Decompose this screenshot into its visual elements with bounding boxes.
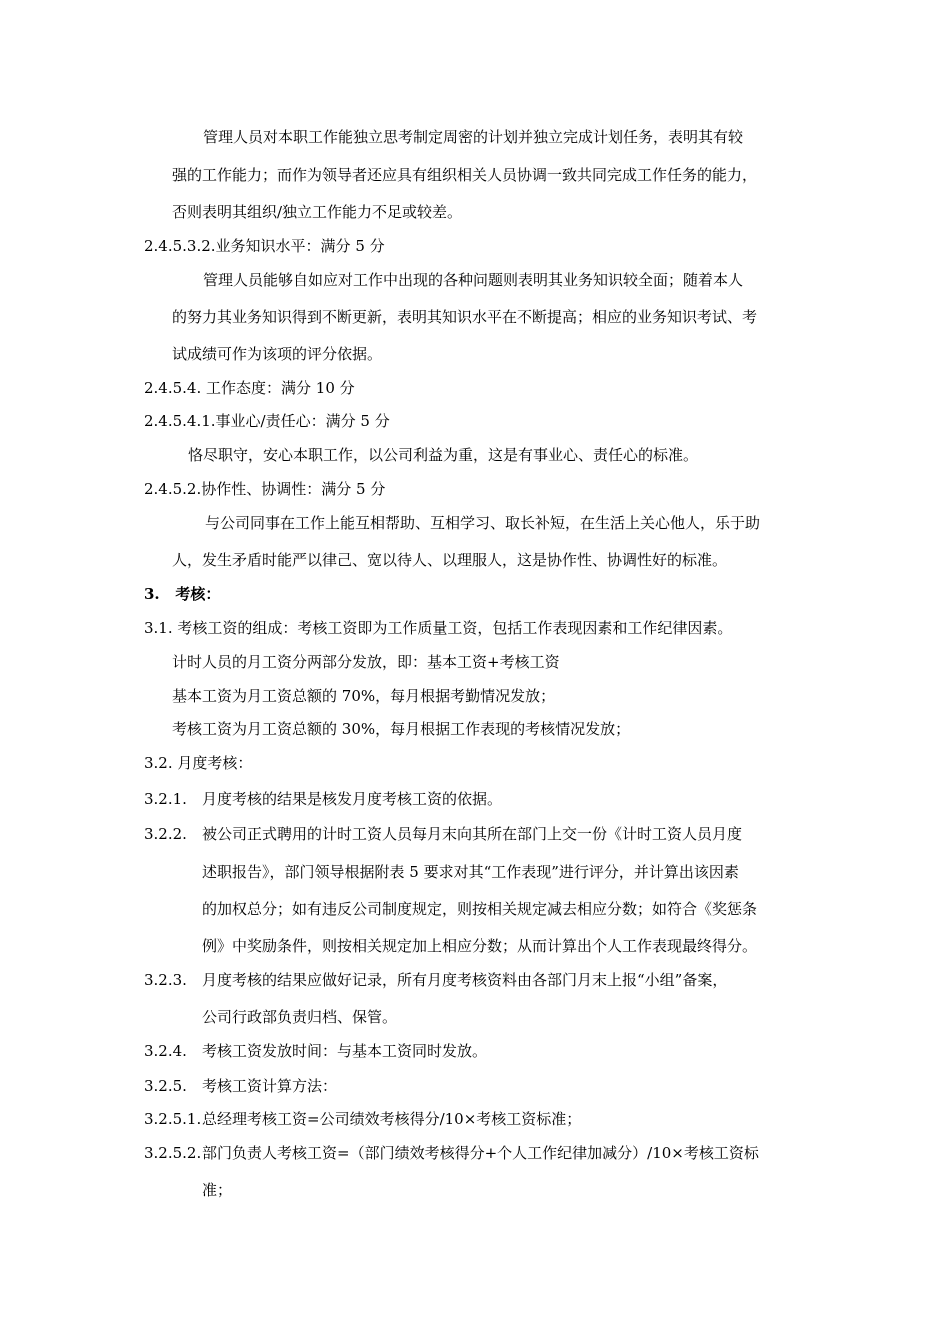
item-line: 月度考核的结果应做好记录，所有月度考核资料由各部门月末上报“小组”备案， <box>202 971 728 989</box>
paragraph-line: 基本工资为月工资总额的 70%，每月根据考勤情况发放； <box>172 687 556 705</box>
paragraph-line: 试成绩可作为该项的评分依据。 <box>172 345 383 363</box>
item-line: 部门负责人考核工资=（部门绩效考核得分+个人工作纪律加减分）/10×考核工资标 <box>202 1144 759 1162</box>
item-line: 例》中奖励条件，则按相关规定加上相应分数；从而计算出个人工作表现最终得分。 <box>202 937 758 955</box>
item-number: 3.2.2. <box>144 825 187 843</box>
chapter-heading: 3. 考核： <box>144 585 221 603</box>
item-line: 月度考核的结果是核发月度考核工资的依据。 <box>202 790 503 808</box>
section-heading: 2.4.5.4. 工作态度：满分 10 分 <box>144 379 355 397</box>
item-line: 考核工资计算方法： <box>202 1077 338 1095</box>
item-line: 考核工资发放时间：与基本工资同时发放。 <box>202 1042 488 1060</box>
paragraph-line: 恪尽职守，安心本职工作，以公司利益为重，这是有事业心、责任心的标准。 <box>188 446 699 464</box>
paragraph-line: 强的工作能力；而作为领导者还应具有组织相关人员协调一致共同完成工作任务的能力， <box>172 166 758 184</box>
paragraph-line: 的努力其业务知识得到不断更新，表明其知识水平在不断提高；相应的业务知识考试、考 <box>172 308 758 326</box>
paragraph-line: 管理人员对本职工作能独立思考制定周密的计划并独立完成计划任务，表明其有较 <box>203 128 744 146</box>
paragraph-line: 计时人员的月工资分两部分发放，即：基本工资+考核工资 <box>172 653 560 671</box>
item-line: 公司行政部负责归档、保管。 <box>202 1008 398 1026</box>
item-line: 的加权总分；如有违反公司制度规定，则按相关规定减去相应分数；如符合《奖惩条 <box>202 900 758 918</box>
paragraph-line: 与公司同事在工作上能互相帮助、互相学习、取长补短，在生活上关心他人，乐于助 <box>205 514 761 532</box>
paragraph-line: 人，发生矛盾时能严以律己、宽以待人、以理服人，这是协作性、协调性好的标准。 <box>172 551 728 569</box>
item-number: 3.2.1. <box>144 790 187 808</box>
item-line: 总经理考核工资=公司绩效考核得分/10×考核工资标准； <box>202 1110 582 1128</box>
section-heading: 3.1. 考核工资的组成：考核工资即为工作质量工资，包括工作表现因素和工作纪律因素。 <box>144 619 733 637</box>
paragraph-line: 管理人员能够自如应对工作中出现的各种问题则表明其业务知识较全面；随着本人 <box>203 271 744 289</box>
section-heading: 3.2. 月度考核： <box>144 754 253 772</box>
item-line: 述职报告》，部门领导根据附表 5 要求对其“工作表现”进行评分，并计算出该因素 <box>202 863 739 881</box>
item-number: 3.2.3. <box>144 971 187 989</box>
item-line: 被公司正式聘用的计时工资人员每月末向其所在部门上交一份《计时工资人员月度 <box>202 825 743 843</box>
item-number: 3.2.5.2. <box>144 1144 202 1162</box>
paragraph-line: 考核工资为月工资总额的 30%，每月根据工作表现的考核情况发放； <box>172 720 631 738</box>
section-heading: 2.4.5.3.2.业务知识水平：满分 5 分 <box>144 237 385 255</box>
section-heading: 2.4.5.4.1.事业心/责任心：满分 5 分 <box>144 412 390 430</box>
item-line: 准； <box>202 1181 233 1199</box>
paragraph-line: 否则表明其组织/独立工作能力不足或较差。 <box>172 203 463 221</box>
item-number: 3.2.5. <box>144 1077 187 1095</box>
item-number: 3.2.5.1. <box>144 1110 202 1128</box>
section-heading: 2.4.5.2.协作性、协调性：满分 5 分 <box>144 480 386 498</box>
item-number: 3.2.4. <box>144 1042 187 1060</box>
